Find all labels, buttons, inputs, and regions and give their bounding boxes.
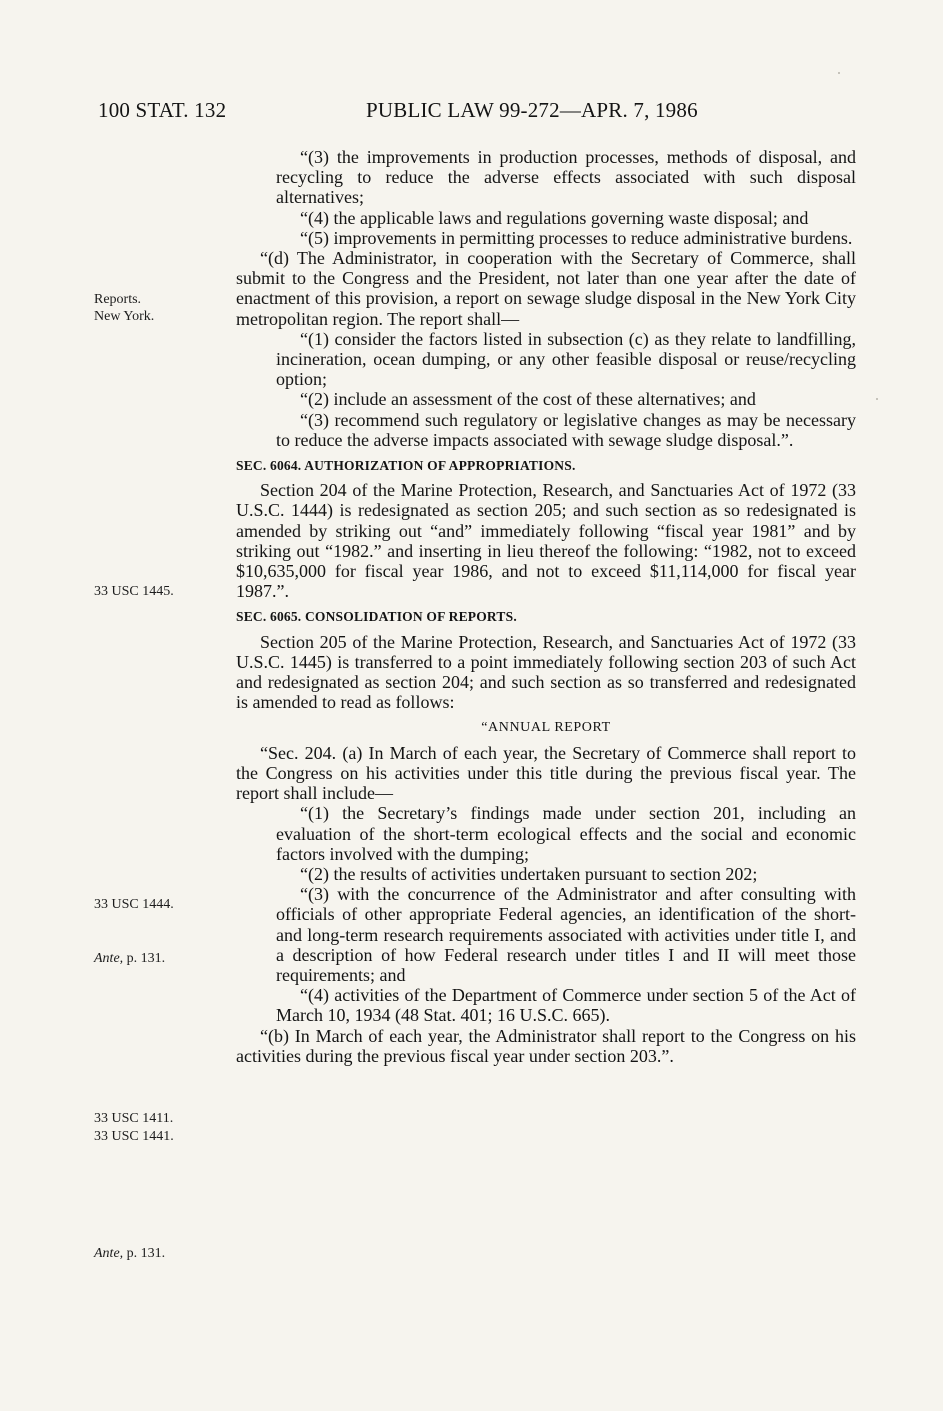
body-text (236, 147, 856, 1066)
margin-note-33usc1445: 33 USC 1445. (94, 584, 174, 599)
item-3: “(3) with the concurrence of the Administrator and after consulting with officials of other appropriate Federal agencies, an identification of the short- and long-term research requirements associated with activities under title I, and a description of how Federal research under titles I and II will meet those requirements; and (276, 884, 856, 985)
running-header: PUBLIC LAW 99-272—APR. 7, 1986 (366, 98, 698, 122)
ante-label: Ante, (94, 951, 124, 966)
paragraph-c3: “(3) the improvements in production processes, methods of disposal, and recycling to reduce the adverse effects associated with such disposal alternatives; (276, 147, 856, 208)
section-6064-heading: SEC. 6064. AUTHORIZATION OF APPROPRIATIONS. (236, 458, 576, 474)
paragraph-d3: “(3) recommend such regulatory or legislative changes as may be necessary to reduce the adverse impacts associated with sewage sludge disposal.”. (276, 409, 856, 450)
ante-page: p. 131. (123, 951, 166, 966)
margin-note-33usc1444: 33 USC 1444. (94, 897, 174, 912)
paragraph-d2: “(2) include an assessment of the cost of these alternatives; and (300, 389, 756, 410)
paragraph-d: “(d) The Administrator, in cooperation with the Secretary of Commerce, shall submit to the Congress and the President, not later than one year after the date of enactment of this provision, a report on sewage sludge disposal in the New York City metropolitan region. The report shall— (236, 248, 856, 329)
margin-note-ante-131-b (94, 1245, 214, 1262)
page-reference: 100 STAT. 132 (98, 98, 227, 122)
margin-note-33usc1441: 33 USC 1441. (94, 1129, 174, 1144)
annual-report-heading: “ANNUAL REPORT (481, 720, 611, 736)
section-6065-text: Section 205 of the Marine Protection, Research, and Sanctuaries Act of 1972 (33 U.S.C. 1445) is transferred to a point immediately following section 203 of such Act and redesignated as section 204; and such section as so transferred and redesignated is amended to read as follows: (236, 631, 856, 713)
paragraph-c5: “(5) improvements in permitting processes to reduce administrative burdens. (300, 227, 853, 248)
section-204a: “Sec. 204. (a) In March of each year, the Secretary of Commerce shall report to the Congress on his activities under this title during the previous fiscal year. The report shall include— (236, 742, 856, 804)
ante-page: p. 131. (123, 1246, 166, 1261)
section-6065-heading: SEC. 6065. CONSOLIDATION OF REPORTS. (236, 609, 517, 625)
paper-speck (838, 72, 840, 74)
paragraph-c4: “(4) the applicable laws and regulations governing waste disposal; and (300, 207, 809, 228)
item-4: “(4) activities of the Department of Commerce under section 5 of the Act of March 10, 1934 (48 Stat. 401; 16 U.S.C. 665). (276, 985, 856, 1026)
paper-speck (876, 398, 878, 400)
ante-label: Ante, (94, 1246, 124, 1261)
margin-note-line: Reports. (94, 292, 142, 307)
margin-note-line: New York. (94, 309, 155, 324)
section-204b: “(b) In March of each year, the Administrator shall report to the Congress on his activities during the previous fiscal year under section 203.”. (236, 1025, 856, 1066)
margin-note-reports (94, 291, 214, 325)
margin-note-ante-131 (94, 950, 214, 967)
item-2: “(2) the results of activities undertaken pursuant to section 202; (300, 863, 758, 884)
margin-note-33usc1411: 33 USC 1411. (94, 1111, 174, 1126)
section-6064-text: Section 204 of the Marine Protection, Research, and Sanctuaries Act of 1972 (33 U.S.C. 1444) is redesignated as section 205; and such section as so redesignated is amended by striking out “and” immediately following “fiscal year 1981” and by striking out “1982.” and inserting in lieu thereof the following: “1982, not to exceed $10,635,000 for fiscal year 1986, and not to exceed $11,114,000 for fiscal year 1987.”. (236, 480, 856, 602)
paragraph-d1: “(1) consider the factors listed in subsection (c) as they relate to landfilling, incineration, ocean dumping, or any other feasible disposal or reuse/recycling option; (276, 328, 856, 390)
item-1: “(1) the Secretary’s findings made under section 201, including an evaluation of the short-term ecological effects and the social and economic factors involved with the dumping; (276, 803, 856, 864)
